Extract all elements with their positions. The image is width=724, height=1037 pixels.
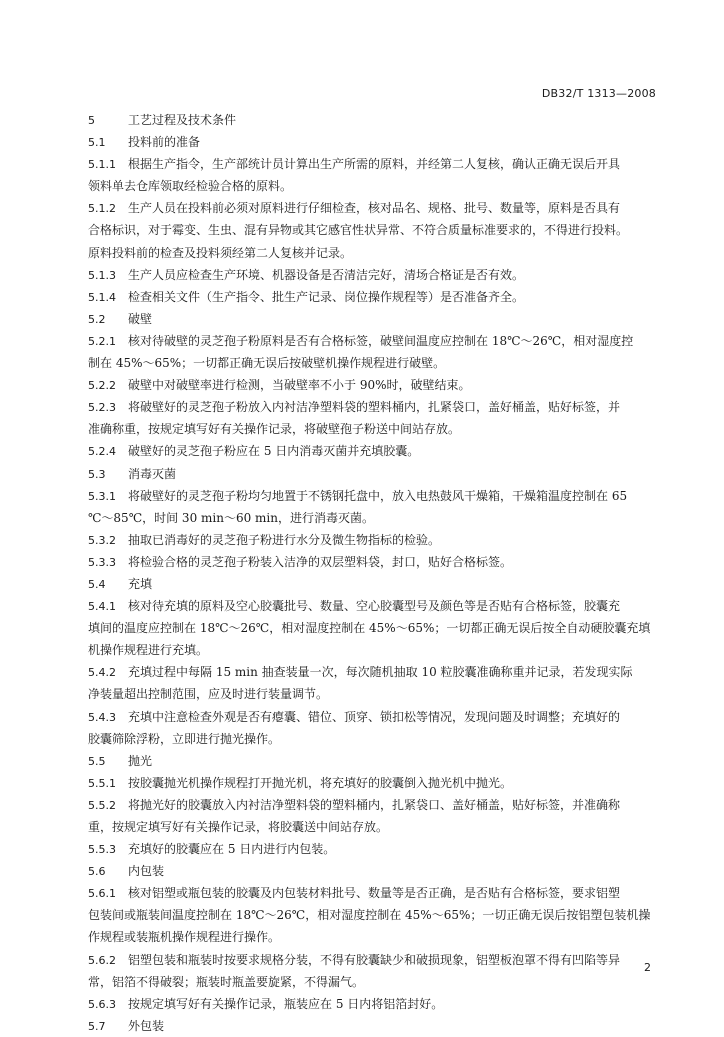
clause-text: 工艺过程及技术条件 <box>128 113 237 127</box>
clause-text: 胶囊筛除浮粉，立即进行抛光操作。 <box>88 731 281 746</box>
clause-line <box>88 308 662 330</box>
clause-continuation-line <box>88 639 662 661</box>
clause-text: 原料投料前的检查及投料须经第二人复核并记录。 <box>88 245 353 260</box>
clause-line <box>88 264 662 286</box>
page-number: 2 <box>644 961 651 974</box>
clause-text: 净装量超出控制范围，应及时进行装量调节。 <box>88 687 329 702</box>
clause-text: 充填中注意检查外观是否有瘪囊、错位、顶穿、锁扣松等情况，发现问题及时调整；充填好的 <box>128 709 621 724</box>
clause-text: 常，铝箔不得破裂；瓶装时瓶盖要旋紧，不得漏气。 <box>88 974 365 989</box>
clause-number: 5.1 <box>88 136 106 150</box>
clause-text: 填间的温度应控制在 18℃～26℃，相对湿度控制在 45%～65%；一切都正确无误后按全自动硬胶囊充填 <box>88 621 651 636</box>
clause-text: 包装间或瓶装间温度控制在 18℃～26℃，相对湿度控制在 45%～65%；一切正确无误后按铝塑包装机操 <box>88 908 651 923</box>
clause-continuation-line <box>88 352 662 374</box>
clause-number: 5.5.3 <box>88 843 116 857</box>
clause-number: 5.3.3 <box>88 555 116 569</box>
clause-line <box>88 396 662 418</box>
document-body <box>88 109 662 1037</box>
clause-text: 充填 <box>128 576 153 591</box>
clause-line <box>88 485 662 507</box>
clause-line <box>88 551 662 573</box>
clause-text: 抽取已消毒好的灵芝孢子粉进行水分及微生物指标的检验。 <box>128 532 441 547</box>
clause-line <box>88 1015 662 1037</box>
clause-text: 核对待充填的原料及空心胶囊批号、数量、空心胶囊型号及颜色等是否贴有合格标签，胶囊充 <box>128 599 621 614</box>
clause-number: 5.6.1 <box>88 887 116 901</box>
clause-continuation-line <box>88 507 662 529</box>
clause-line <box>88 463 662 485</box>
clause-line <box>88 529 662 551</box>
clause-number: 5.3.2 <box>88 533 116 547</box>
clause-line <box>88 750 662 772</box>
clause-continuation-line <box>88 242 662 264</box>
clause-line <box>88 330 662 352</box>
clause-text: 按胶囊抛光机操作规程打开抛光机，将充填好的胶囊倒入抛光机中抛光。 <box>128 775 513 790</box>
clause-line <box>88 794 662 816</box>
clause-text: 根据生产指令，生产部统计员计算出生产所需的原料，并经第二人复核，确认正确无误后开具 <box>128 157 621 172</box>
clause-line <box>88 131 662 153</box>
clause-continuation-line <box>88 175 662 197</box>
clause-number: 5.6 <box>88 865 106 879</box>
clause-text: 将破壁好的灵芝孢子粉放入内衬洁净塑料袋的塑料桶内，扎紧袋口，盖好桶盖，贴好标签，并 <box>128 400 621 415</box>
clause-line <box>88 706 662 728</box>
clause-text: 充填好的胶囊应在 5 日内进行内包装。 <box>128 842 336 857</box>
clause-number: 5.6.2 <box>88 953 116 967</box>
clause-text: 生产人员在投料前必须对原料进行仔细检查，核对品名、规格、批号、数量等，原料是否具有 <box>128 201 621 216</box>
clause-line <box>88 595 662 617</box>
clause-continuation-line <box>88 816 662 838</box>
clause-line <box>88 772 662 794</box>
clause-text: 生产人员应检查生产环境、机器设备是否清洁完好，清场合格证是否有效。 <box>128 267 525 282</box>
clause-number: 5.2.1 <box>88 334 116 348</box>
clause-number: 5.2.2 <box>88 379 116 393</box>
clause-continuation-line <box>88 926 662 948</box>
clause-number: 5.6.3 <box>88 997 116 1011</box>
clause-number: 5.5 <box>88 754 106 768</box>
clause-continuation-line <box>88 418 662 440</box>
clause-number: 5.1.4 <box>88 290 116 304</box>
clause-text: 将抛光好的胶囊放入内衬洁净塑料袋的塑料桶内，扎紧袋口、盖好桶盖，贴好标签，并准确称 <box>128 797 621 812</box>
clause-line <box>88 440 662 462</box>
clause-text: 作规程或装瓶机操作规程进行操作。 <box>88 930 281 945</box>
clause-text: 抛光 <box>128 753 153 768</box>
clause-number: 5.1.1 <box>88 158 116 172</box>
clause-number: 5.2.4 <box>88 445 116 459</box>
clause-text: 将检验合格的灵芝孢子粉装入洁净的双层塑料袋，封口，贴好合格标签。 <box>128 554 513 569</box>
clause-text: 制在 45%～65%；一切都正确无误后按破壁机操作规程进行破壁。 <box>88 356 446 371</box>
clause-line <box>88 153 662 175</box>
clause-text: 破壁好的灵芝孢子粉应在 5 日内消毒灭菌并充填胶囊。 <box>128 444 420 459</box>
clause-text: 领料单去仓库领取经检验合格的原料。 <box>88 179 293 194</box>
clause-text: 核对待破壁的灵芝孢子粉原料是否有合格标签，破壁间温度应控制在 18℃～26℃，相对湿度控 <box>128 333 634 348</box>
clause-number: 5.7 <box>88 1019 106 1033</box>
clause-text: 投料前的准备 <box>128 135 201 150</box>
clause-continuation-line <box>88 728 662 750</box>
clause-text: 按规定填写好有关操作记录，瓶装应在 5 日内将铝箔封好。 <box>128 996 444 1011</box>
clause-text: 内包装 <box>128 864 165 879</box>
clause-line <box>88 838 662 860</box>
clause-text: 机操作规程进行充填。 <box>88 643 209 658</box>
clause-number: 5.1.3 <box>88 268 116 282</box>
clause-continuation-line <box>88 904 662 926</box>
clause-number: 5.1.2 <box>88 202 116 216</box>
clause-line <box>88 661 662 683</box>
clause-text: 外包装 <box>128 1018 165 1033</box>
clause-number: 5.4.3 <box>88 710 116 724</box>
clause-number: 5 <box>88 114 95 127</box>
clause-continuation-line <box>88 617 662 639</box>
clause-number: 5.5.1 <box>88 776 116 790</box>
clause-line <box>88 882 662 904</box>
clause-continuation-line <box>88 219 662 241</box>
clause-text: ℃～85℃，时间 30 min～60 min，进行消毒灭菌。 <box>88 510 374 525</box>
clause-number: 5.4.1 <box>88 600 116 614</box>
clause-text: 将破壁好的灵芝孢子粉均匀地置于不锈钢托盘中，放入电热鼓风干燥箱，干燥箱温度控制在 65 <box>128 488 628 503</box>
clause-number: 5.2.3 <box>88 401 116 415</box>
clause-number: 5.4.2 <box>88 666 116 680</box>
clause-text: 合格标识，对于霉变、生虫、混有异物或其它感官性状异常、不符合质量标准要求的，不得进行投料。 <box>88 223 629 238</box>
clause-number: 5.5.2 <box>88 798 116 812</box>
clause-number: 5.2 <box>88 312 106 326</box>
clause-text: 铝塑包装和瓶装时按要求规格分装，不得有胶囊缺少和破损现象，铝塑板泡罩不得有凹陷等异 <box>128 952 621 967</box>
clause-line <box>88 109 662 131</box>
clause-line <box>88 860 662 882</box>
clause-text: 检查相关文件（生产指令、批生产记录、岗位操作规程等）是否准备齐全。 <box>128 289 525 304</box>
clause-text: 破壁 <box>128 311 153 326</box>
clause-number: 5.4 <box>88 577 106 591</box>
clause-line <box>88 286 662 308</box>
clause-continuation-line <box>88 683 662 705</box>
clause-continuation-line <box>88 971 662 993</box>
clause-text: 充填过程中每隔 15 min 抽查装量一次，每次随机抽取 10 粒胶囊准确称重并记录，若发现实际 <box>128 665 633 680</box>
clause-text: 破壁中对破壁率进行检测，当破壁率不小于 90%时，破壁结束。 <box>128 378 471 393</box>
clause-text: 消毒灭菌 <box>128 466 177 481</box>
clause-line <box>88 993 662 1015</box>
clause-line <box>88 197 662 219</box>
clause-line <box>88 573 662 595</box>
document-standard-number: DB32/T 1313—2008 <box>541 87 656 100</box>
clause-text: 准确称重，按规定填写好有关操作记录，将破壁孢子粉送中间站存放。 <box>88 422 461 437</box>
clause-number: 5.3.1 <box>88 489 116 503</box>
clause-line <box>88 949 662 971</box>
clause-text: 核对铝塑或瓶包装的胶囊及内包装材料批号、数量等是否正确，是否贴有合格标签，要求铝塑 <box>128 886 621 901</box>
clause-number: 5.3 <box>88 467 106 481</box>
clause-text: 重，按规定填写好有关操作记录，将胶囊送中间站存放。 <box>88 820 389 834</box>
clause-line <box>88 374 662 396</box>
